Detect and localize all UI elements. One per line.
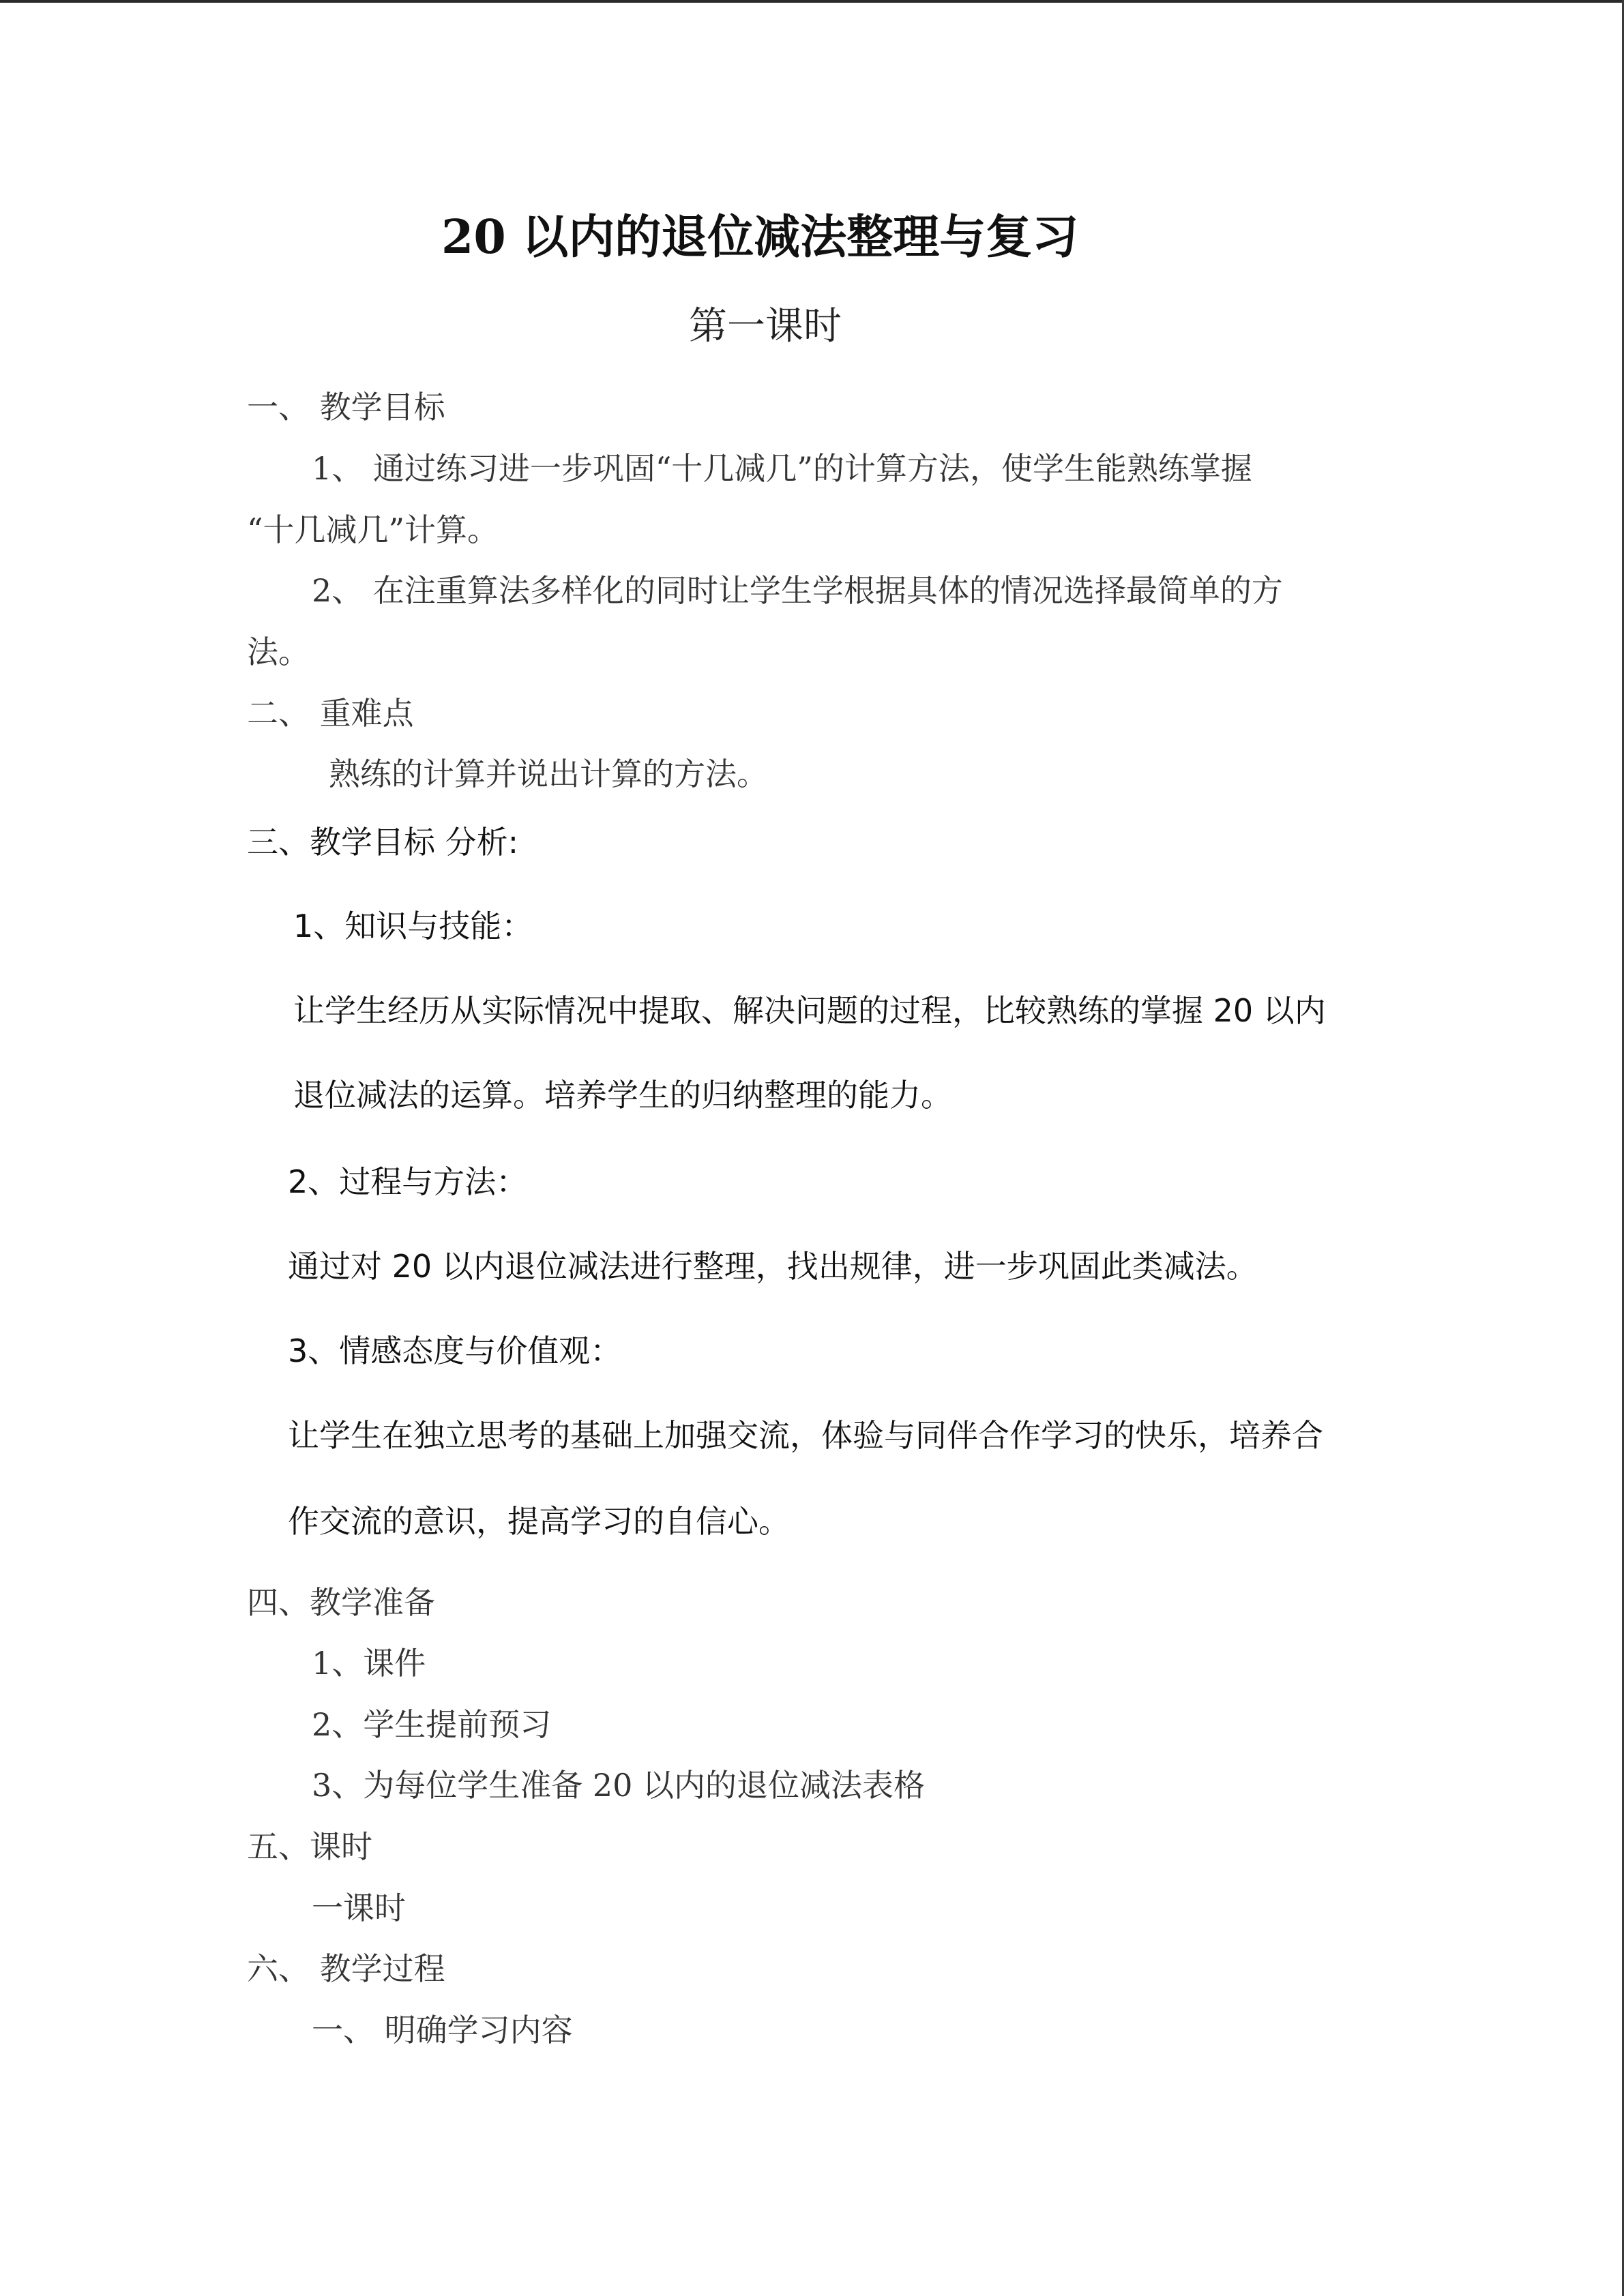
section-3-knowledge-line-1: 让学生经历从实际情况中提取、解决问题的过程，比较熟练的掌握 20 以内 [293, 992, 1326, 1029]
section-6-heading: 六、 教学过程 [247, 1950, 445, 1987]
section-1-item-1-line-2: “十几减几”计算。 [247, 511, 499, 548]
section-6-item-1: 一、 明确学习内容 [312, 2012, 573, 2048]
section-3-process-line-1: 通过对 20 以内退位减法进行整理，找出规律，进一步巩固此类减法。 [288, 1248, 1258, 1285]
document-subtitle: 第一课时 [689, 304, 842, 348]
section-1-item-1-line-1: 1、 通过练习进一步巩固“十几减几”的计算方法，使学生能熟练掌握 [312, 450, 1252, 487]
section-5-heading: 五、课时 [247, 1828, 372, 1865]
section-2-text: 熟练的计算并说出计算的方法。 [329, 756, 768, 792]
section-4-item-3: 3、为每位学生准备 20 以内的退位减法表格 [312, 1767, 926, 1804]
section-3-heading: 三、教学目标 分析: [247, 824, 519, 861]
section-3-process-heading: 2、过程与方法： [288, 1163, 528, 1200]
section-1-item-2-line-1: 2、 在注重算法多样化的同时让学生学根据具体的情况选择最简单的方 [312, 572, 1283, 609]
section-3-emotion-line-1: 让学生在独立思考的基础上加强交流，体验与同伴合作学习的快乐，培养合 [288, 1417, 1323, 1454]
section-4-item-1: 1、课件 [312, 1645, 426, 1682]
section-4-heading: 四、教学准备 [247, 1584, 435, 1621]
section-3-emotion-heading: 3、情感态度与价值观： [288, 1332, 622, 1369]
section-3-emotion-line-2: 作交流的意识，提高学习的自信心。 [288, 1503, 790, 1540]
top-border [0, 0, 1624, 3]
section-1-heading: 一、 教学目标 [247, 389, 445, 426]
section-1-item-2-line-2: 法。 [247, 633, 310, 670]
document-title: 20 以内的退位减法整理与复习 [441, 210, 1079, 265]
section-3-knowledge-line-2: 退位减法的运算。培养学生的归纳整理的能力。 [293, 1077, 952, 1114]
section-4-item-2: 2、学生提前预习 [312, 1706, 552, 1743]
section-3-knowledge-heading: 1、知识与技能： [293, 908, 533, 944]
section-5-text: 一课时 [312, 1890, 406, 1926]
section-2-heading: 二、 重难点 [247, 695, 414, 732]
